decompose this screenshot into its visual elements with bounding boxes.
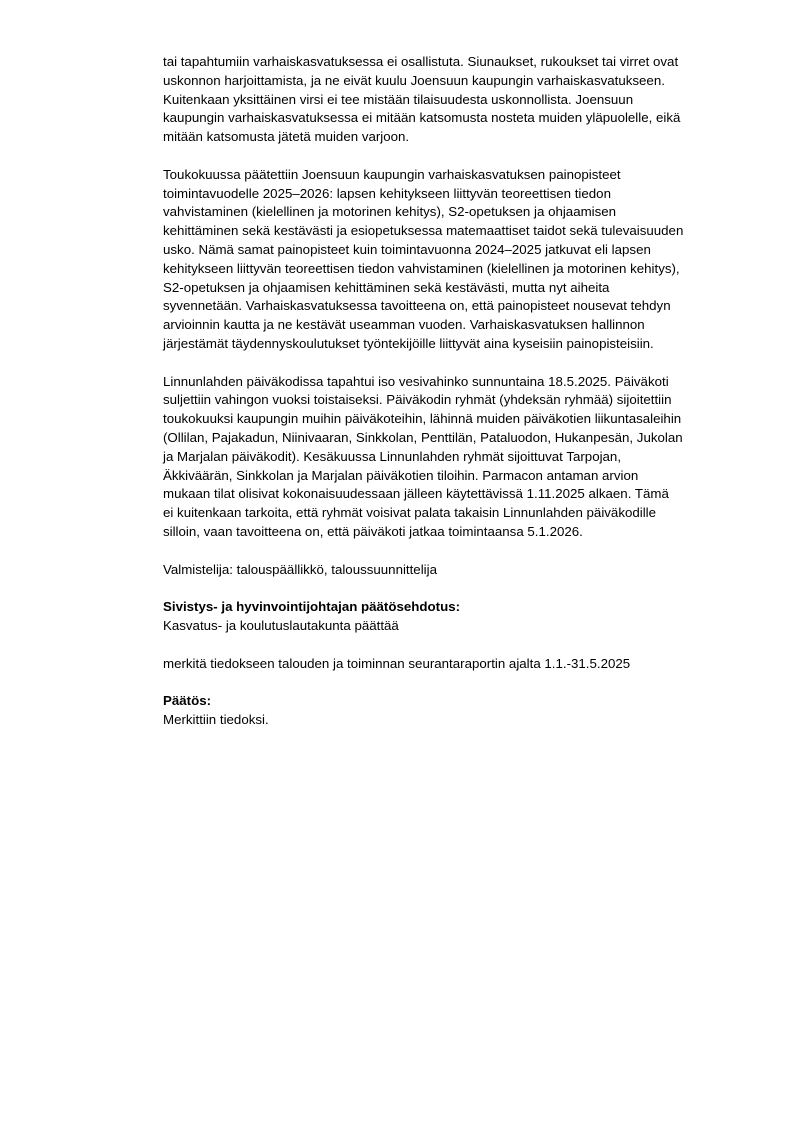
text-line: mitään katsomusta jätetä muiden varjoon. — [163, 129, 410, 145]
text-line: S2-opetuksen ja ohjaamisen kehittäminen sekä kestävästi, mutta nyt aiheita — [163, 279, 610, 295]
proposal-body: Kasvatus- ja koulutuslautakunta päättää — [163, 617, 399, 633]
text-line: kaupungin varhaiskasvatuksessa ei mitään katsomusta nosteta muiden yläpuolelle, eikä — [163, 110, 681, 126]
paragraph-worldview — [163, 53, 739, 147]
text-line: ja Marjalan päiväkodit). Kesäkuussa Linnunlahden ryhmät sijoittuvat Tarpojan, — [163, 448, 622, 464]
text-line: ei kuitenkaan tarkoita, että ryhmät voisivat palata takaisin Linnunlahden päiväkodille — [163, 505, 657, 521]
preparer-line — [163, 561, 739, 580]
decision-heading: Päätös: — [163, 693, 212, 709]
preparer-text: Valmistelija: talouspäällikkö, taloussuunnittelija — [163, 561, 437, 577]
text-line: Toukokuussa päätettiin Joensuun kaupungin varhaiskasvatuksen painopisteet — [163, 166, 621, 182]
text-line: usko. Nämä samat painopisteet kuin toimintavuonna 2024–2025 jatkuvat eli lapsen — [163, 241, 651, 257]
text-line: silloin, vaan tavoitteena on, että päiväkoti jatkaa toimintaansa 5.1.2026. — [163, 523, 583, 539]
proposal-section — [163, 598, 739, 636]
document-page — [163, 53, 739, 730]
proposal-decision-text — [163, 655, 739, 674]
text-line: suljettiin vahingon vuoksi toistaiseksi. Päiväkodin ryhmät (yhdeksän ryhmää) sijoitettiin — [163, 392, 672, 408]
text-line: toukokuuksi kaupungin muihin päiväkoteihin, lähinnä muiden päiväkotien liikuntasaleihin — [163, 411, 682, 427]
proposal-heading: Sivistys- ja hyvinvointijohtajan päätösehdotus: — [163, 599, 461, 615]
decision-body: Merkittiin tiedoksi. — [163, 711, 269, 727]
text-line: vahvistaminen (kielellinen ja motorinen kehitys), S2-opetuksen ja ohjaamisen — [163, 204, 617, 220]
text-line: syvennetään. Varhaiskasvatuksessa tavoitteena on, että painopisteet nousevat tehdyn — [163, 298, 671, 314]
text-line: Kuitenkaan yksittäinen virsi ei tee mistään tilaisuudesta uskonnollista. Joensuun — [163, 91, 634, 107]
text-line: kehitykseen liittyvän teoreettisen tiedon vahvistaminen (kielellinen ja motorinen kehitys), — [163, 260, 680, 276]
paragraph-water-damage — [163, 373, 739, 542]
decision-text: merkitä tiedokseen talouden ja toiminnan seurantaraportin ajalta 1.1.-31.5.2025 — [163, 655, 631, 671]
paragraph-focus-areas — [163, 166, 739, 354]
decision-section — [163, 692, 739, 730]
text-line: Äkkiväärän, Sinkkolan ja Marjalan päiväkotien tiloihin. Parmacon antaman arvion — [163, 467, 639, 483]
text-line: uskonnon harjoittamista, ja ne eivät kuulu Joensuun kaupungin varhaiskasvatukseen. — [163, 72, 665, 88]
text-line: kehittäminen sekä kestävästi ja esiopetuksessa matemaattiset taidot sekä tulevaisuuden — [163, 223, 684, 239]
text-line: järjestämät täydennyskoulutukset työntekijöille liittyvät aina kyseisiin painopisteisiin. — [163, 335, 654, 351]
text-line: arvioinnin kautta ja ne kestävät useamman vuoden. Varhaiskasvatuksen hallinnon — [163, 317, 645, 333]
text-line: tai tapahtumiin varhaiskasvatuksessa ei osallistuta. Siunaukset, rukoukset tai virret ovat — [163, 54, 679, 69]
text-line: mukaan tilat olisivat kokonaisuudessaan jälleen käytettävissä 1.11.2025 alkaen. Tämä — [163, 486, 669, 502]
text-line: (Ollilan, Pajakadun, Niinivaaran, Sinkkolan, Penttilän, Pataluodon, Hukanpesän, Jukolan — [163, 429, 683, 445]
text-line: Linnunlahden päiväkodissa tapahtui iso vesivahinko sunnuntaina 18.5.2025. Päiväkoti — [163, 373, 669, 389]
text-line: toimintavuodelle 2025–2026: lapsen kehitykseen liittyvän teoreettisen tiedon — [163, 185, 611, 201]
